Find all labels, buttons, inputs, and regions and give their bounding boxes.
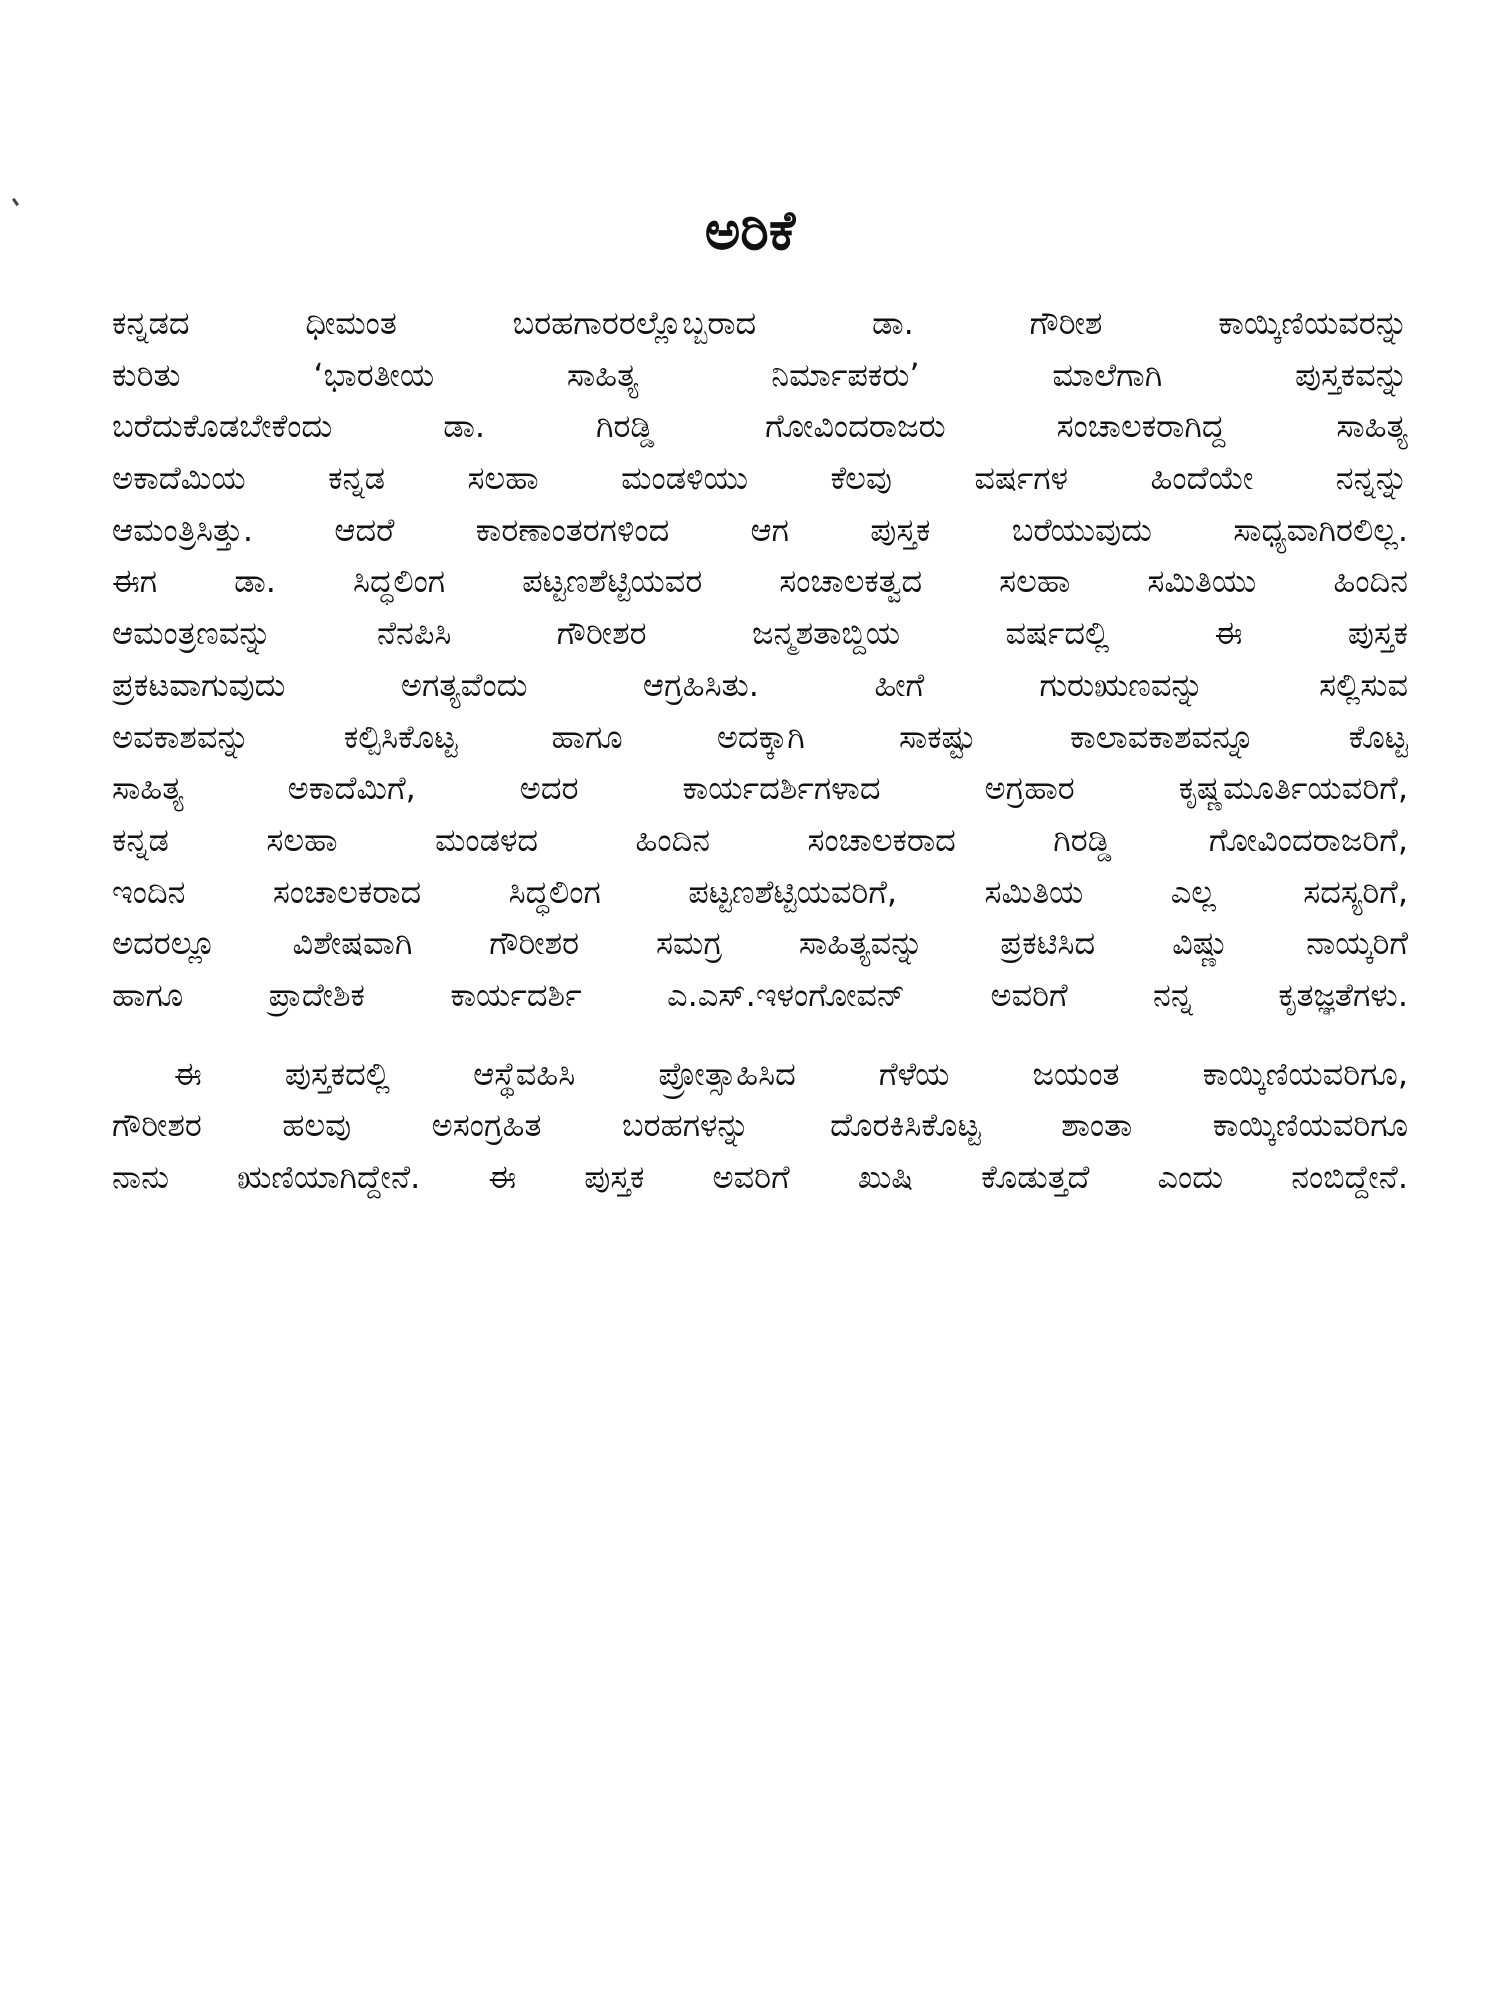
text-line: ಬರೆದುಕೊಡಬೇಕೆಂದು ಡಾ. ಗಿರಡ್ಡಿ ಗೋವಿಂದರಾಜರು ಸಂಚಾಲಕರಾಗಿದ್ದ ಸಾಹಿತ್ಯ xyxy=(112,407,1408,446)
page-title: ಅರಿಕೆ xyxy=(704,199,796,262)
paragraph-2 xyxy=(112,1049,1408,1204)
text-line: ಸಾಹಿತ್ಯ ಅಕಾದೆಮಿಗೆ, ಅದರ ಕಾರ್ಯದರ್ಶಿಗಳಾದ ಅಗ್ರಹಾರ ಕೃಷ್ಣಮೂರ್ತಿಯವರಿಗೆ, xyxy=(112,769,1408,808)
text-line: ಗೌರೀಶರ ಹಲವು ಅಸಂಗ್ರಹಿತ ಬರಹಗಳನ್ನು ದೊರಕಿಸಿಕೊಟ್ಟ ಶಾಂತಾ ಕಾಯ್ಕಿಣಿಯವರಿಗೂ xyxy=(112,1106,1408,1145)
paragraph-1 xyxy=(112,298,1408,1022)
text-line: ಆಮಂತ್ರಿಸಿತ್ತು. ಆದರೆ ಕಾರಣಾಂತರಗಳಿಂದ ಆಗ ಪುಸ್ತಕ ಬರೆಯುವುದು ಸಾಧ್ಯವಾಗಿರಲಿಲ್ಲ. xyxy=(112,510,1408,549)
text-line: ಈಗ ಡಾ. ಸಿದ್ಧಲಿಂಗ ಪಟ್ಟಣಶೆಟ್ಟಿಯವರ ಸಂಚಾಲಕತ್ವದ ಸಲಹಾ ಸಮಿತಿಯು ಹಿಂದಿನ xyxy=(112,562,1408,601)
body-text xyxy=(112,298,1408,1204)
text-line: ಅಕಾದೆಮಿಯ ಕನ್ನಡ ಸಲಹಾ ಮಂಡಳಿಯು ಕೆಲವು ವರ್ಷಗಳ ಹಿಂದೆಯೇ ನನ್ನನ್ನು xyxy=(112,459,1408,498)
text-line: ಕನ್ನಡ ಸಲಹಾ ಮಂಡಳದ ಹಿಂದಿನ ಸಂಚಾಲಕರಾದ ಗಿರಡ್ಡಿ ಗೋವಿಂದರಾಜರಿಗೆ, xyxy=(112,820,1408,859)
text-line: ಈ ಪುಸ್ತಕದಲ್ಲಿ ಆಸ್ಥೆವಹಿಸಿ ಪ್ರೋತ್ಸಾಹಿಸಿದ ಗೆಳೆಯ ಜಯಂತ ಕಾಯ್ಕಿಣಿಯವರಿಗೂ, xyxy=(174,1054,1408,1093)
text-line: ಇಂದಿನ ಸಂಚಾಲಕರಾದ ಸಿದ್ಧಲಿಂಗ ಪಟ್ಟಣಶೆಟ್ಟಿಯವರಿಗೆ, ಸಮಿತಿಯ ಎಲ್ಲ ಸದಸ್ಯರಿಗೆ, xyxy=(112,872,1408,911)
text-line: ಅದರಲ್ಲೂ ವಿಶೇಷವಾಗಿ ಗೌರೀಶರ ಸಮಗ್ರ ಸಾಹಿತ್ಯವನ್ನು ಪ್ರಕಟಿಸಿದ ವಿಷ್ಣು ನಾಯ್ಕರಿಗೆ xyxy=(112,924,1408,963)
text-line: ಕನ್ನಡದ ಧೀಮಂತ ಬರಹಗಾರರಲ್ಲೊಬ್ಬರಾದ ಡಾ. ಗೌರೀಶ ಕಾಯ್ಕಿಣಿಯವರನ್ನು xyxy=(112,304,1408,342)
text-line: ಕುರಿತು ‘ಭಾರತೀಯ ಸಾಹಿತ್ಯ ನಿರ್ಮಾಪಕರು’ ಮಾಲೆಗಾಗಿ ಪುಸ್ತಕವನ್ನು xyxy=(112,355,1408,394)
text-line: ಹಾಗೂ ಪ್ರಾದೇಶಿಕ ಕಾರ್ಯದರ್ಶಿ ಎ.ಎಸ್.ಇಳಂಗೋವನ್ ಅವರಿಗೆ ನನ್ನ ಕೃತಜ್ಞತೆಗಳು. xyxy=(112,975,1408,1014)
text-line: ನಾನು ಋಣಿಯಾಗಿದ್ದೇನೆ. ಈ ಪುಸ್ತಕ ಅವರಿಗೆ ಖುಷಿ ಕೊಡುತ್ತದೆ ಎಂದು ನಂಬಿದ್ದೇನೆ. xyxy=(112,1158,1408,1196)
text-line: ಪ್ರಕಟವಾಗುವುದು ಅಗತ್ಯವೆಂದು ಆಗ್ರಹಿಸಿತು. ಹೀಗೆ ಗುರುಋಣವನ್ನು ಸಲ್ಲಿಸುವ xyxy=(112,665,1408,704)
paragraph-spacer xyxy=(112,1022,1408,1049)
text-line: ಅವಕಾಶವನ್ನು ಕಲ್ಪಿಸಿಕೊಟ್ಟ ಹಾಗೂ ಅದಕ್ಕಾಗಿ ಸಾಕಷ್ಟು ಕಾಲಾವಕಾಶವನ್ನೂ ಕೊಟ್ಟ xyxy=(112,717,1408,756)
text-line: ಆಮಂತ್ರಣವನ್ನು ನೆನಪಿಸಿ ಗೌರೀಶರ ಜನ್ಮಶತಾಬ್ದಿಯ ವರ್ಷದಲ್ಲಿ ಈ ಪುಸ್ತಕ xyxy=(112,614,1408,653)
